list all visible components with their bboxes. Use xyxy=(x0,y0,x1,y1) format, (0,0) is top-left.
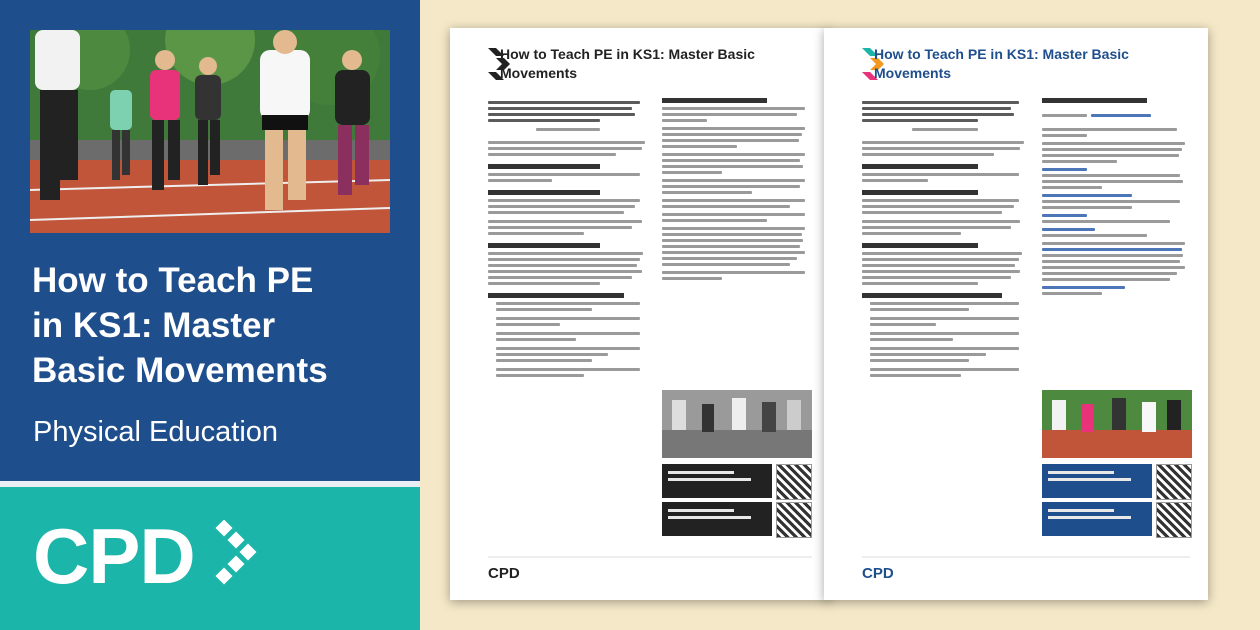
sheet-photo-color-illustration xyxy=(1042,390,1192,458)
resource-link-2[interactable] xyxy=(1042,502,1152,536)
sheet-title: How to Teach PE in KS1: Master Basic Movements xyxy=(874,46,1129,81)
qr-code-icon xyxy=(1156,502,1192,538)
resource-link-1[interactable] xyxy=(662,464,772,498)
sheet-footer-divider xyxy=(862,556,1190,558)
subject-label: Physical Education xyxy=(33,416,279,448)
cpd-logo-text: CPD xyxy=(33,512,195,600)
sheet-title: How to Teach PE in KS1: Master Basic Movements xyxy=(500,46,755,81)
sheet-footer-brand: CPD xyxy=(488,565,520,582)
resource-row-1[interactable] xyxy=(662,464,812,498)
sheet-right-column xyxy=(662,98,812,283)
sheet-right-column xyxy=(1042,98,1192,298)
banner-title-line1: How to Teach PE xyxy=(32,261,314,300)
banner-panel xyxy=(0,0,420,630)
brand-bar-stripe xyxy=(0,481,420,487)
sheet-left-column xyxy=(488,98,648,380)
qr-code-icon xyxy=(1156,464,1192,500)
sheet-photo-mono-illustration xyxy=(662,390,812,458)
cpd-chevron-icon xyxy=(214,520,274,600)
sheet-footer-brand: CPD xyxy=(862,565,894,582)
resource-link-1[interactable] xyxy=(1042,464,1152,498)
banner-title-line3: Basic Movements xyxy=(32,351,328,390)
sheet-photo-mono xyxy=(662,390,812,458)
banner-title-line2: in KS1: Master xyxy=(32,306,276,345)
worksheet-preview-mono xyxy=(450,28,830,600)
resource-row-2[interactable] xyxy=(1042,502,1192,536)
banner-title xyxy=(32,258,392,393)
runners-photo xyxy=(30,30,390,233)
sheet-left-column xyxy=(862,98,1027,380)
resource-link-2[interactable] xyxy=(662,502,772,536)
qr-code-icon xyxy=(776,464,812,500)
worksheet-preview-color xyxy=(824,28,1208,600)
resource-row-1[interactable] xyxy=(1042,464,1192,498)
runners-photo-illustration xyxy=(30,30,390,233)
sheet-photo-color xyxy=(1042,390,1192,458)
sheet-footer-divider xyxy=(488,556,812,558)
qr-code-icon xyxy=(776,502,812,538)
resource-row-2[interactable] xyxy=(662,502,812,536)
preview-area xyxy=(420,0,1260,630)
